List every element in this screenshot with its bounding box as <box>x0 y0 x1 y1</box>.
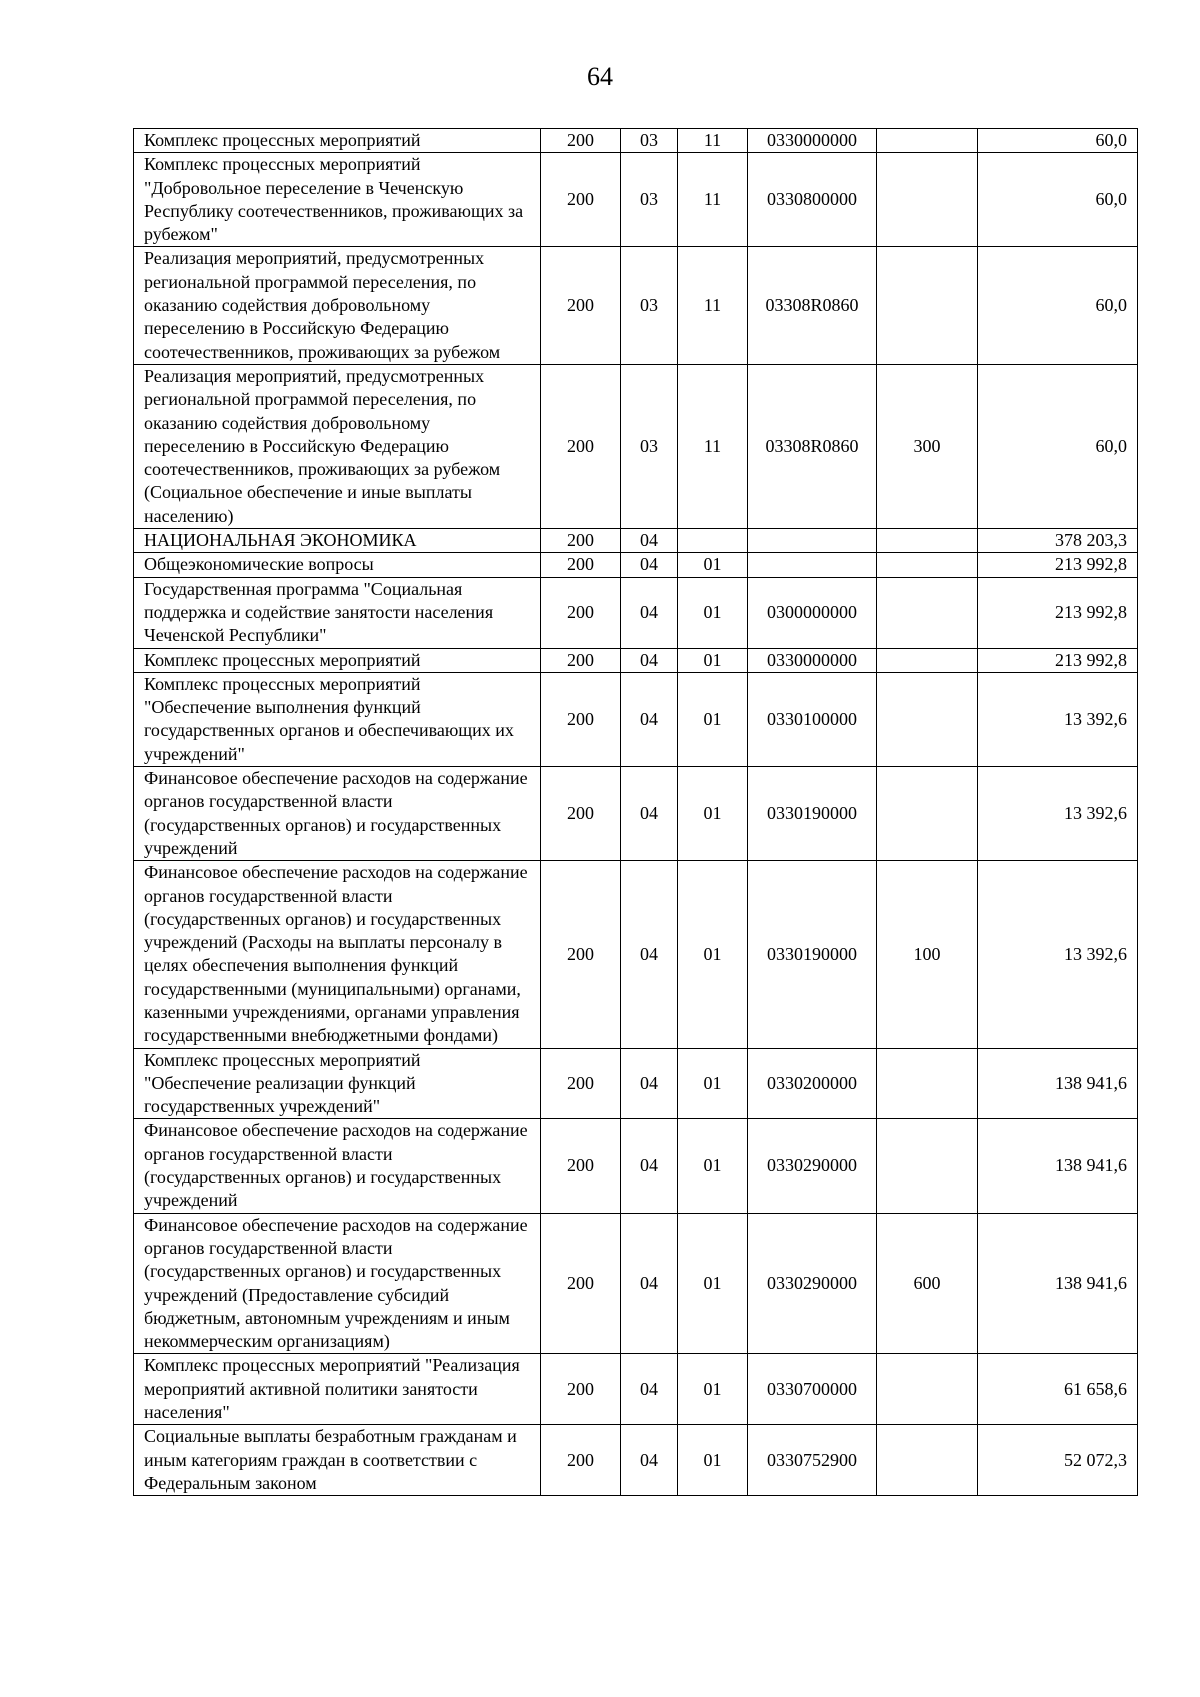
budget-table-body <box>134 129 1138 1496</box>
cell-subsection: 01 <box>678 553 748 577</box>
cell-target-article <box>748 553 877 577</box>
cell-grbs: 200 <box>541 1048 621 1119</box>
table-row <box>134 1119 1138 1213</box>
cell-subsection: 01 <box>678 577 748 648</box>
budget-table <box>133 128 1138 1496</box>
cell-expense-type: 100 <box>877 861 978 1048</box>
cell-name: Финансовое обеспечение расходов на содержание органов государственной власти (государственных органов) и государственных учреждений (Расходы на выплаты персоналу в целях обеспечения выполнения функций государственными (муниципальными) органами, казенными учреждениями, органами управления государственными внебюджетными фондами) <box>134 861 541 1048</box>
cell-expense-type <box>877 529 978 553</box>
table-row <box>134 153 1138 247</box>
cell-sum: 61 658,6 <box>978 1354 1138 1425</box>
table-row <box>134 767 1138 861</box>
cell-sum: 378 203,3 <box>978 529 1138 553</box>
cell-grbs: 200 <box>541 1119 621 1213</box>
cell-name: Общеэкономические вопросы <box>134 553 541 577</box>
cell-grbs: 200 <box>541 672 621 766</box>
cell-subsection: 11 <box>678 364 748 528</box>
cell-subsection: 01 <box>678 672 748 766</box>
cell-sum: 213 992,8 <box>978 648 1138 672</box>
cell-sum: 138 941,6 <box>978 1048 1138 1119</box>
cell-sum: 13 392,6 <box>978 861 1138 1048</box>
cell-sum: 213 992,8 <box>978 577 1138 648</box>
cell-section: 03 <box>621 364 678 528</box>
cell-sum: 60,0 <box>978 364 1138 528</box>
cell-target-article: 0330100000 <box>748 672 877 766</box>
cell-sum: 60,0 <box>978 247 1138 364</box>
table-row <box>134 129 1138 153</box>
table-row <box>134 1425 1138 1496</box>
cell-section: 04 <box>621 1048 678 1119</box>
cell-sum: 13 392,6 <box>978 767 1138 861</box>
cell-subsection: 01 <box>678 1048 748 1119</box>
cell-target-article: 0330200000 <box>748 1048 877 1119</box>
cell-section: 04 <box>621 648 678 672</box>
cell-target-article: 0330800000 <box>748 153 877 247</box>
cell-grbs: 200 <box>541 529 621 553</box>
cell-name: Социальные выплаты безработным гражданам и иным категориям граждан в соответствии с Федеральным законом <box>134 1425 541 1496</box>
table-row <box>134 364 1138 528</box>
cell-target-article: 0330752900 <box>748 1425 877 1496</box>
cell-target-article <box>748 529 877 553</box>
table-row <box>134 1213 1138 1354</box>
cell-name: Государственная программа "Социальная поддержка и содействие занятости населения Чеченской Республики" <box>134 577 541 648</box>
cell-section: 04 <box>621 1425 678 1496</box>
cell-expense-type <box>877 767 978 861</box>
cell-subsection: 01 <box>678 648 748 672</box>
cell-grbs: 200 <box>541 1425 621 1496</box>
cell-subsection: 01 <box>678 1213 748 1354</box>
cell-section: 04 <box>621 672 678 766</box>
cell-expense-type <box>877 553 978 577</box>
cell-expense-type: 300 <box>877 364 978 528</box>
cell-section: 04 <box>621 529 678 553</box>
cell-target-article: 0330000000 <box>748 129 877 153</box>
cell-name: Комплекс процессных мероприятий <box>134 129 541 153</box>
cell-grbs: 200 <box>541 1213 621 1354</box>
cell-name: Комплекс процессных мероприятий <box>134 648 541 672</box>
cell-section: 04 <box>621 553 678 577</box>
cell-expense-type <box>877 247 978 364</box>
cell-target-article: 03308R0860 <box>748 364 877 528</box>
cell-sum: 213 992,8 <box>978 553 1138 577</box>
cell-target-article: 03308R0860 <box>748 247 877 364</box>
cell-grbs: 200 <box>541 153 621 247</box>
page-number: 64 <box>587 62 613 91</box>
table-row <box>134 672 1138 766</box>
cell-name: Финансовое обеспечение расходов на содержание органов государственной власти (государственных органов) и государственных учреждений (Предоставление субсидий бюджетным, автономным учреждениям и иным некоммерческим организациям) <box>134 1213 541 1354</box>
table-row <box>134 247 1138 364</box>
cell-name: Реализация мероприятий, предусмотренных региональной программой переселения, по оказанию содействия добровольному переселению в Российскую Федерацию соотечественников, проживающих за рубежом (Социальное обеспечение и иные выплаты населению) <box>134 364 541 528</box>
cell-name: Комплекс процессных мероприятий "Обеспечение реализации функций государственных учреждений" <box>134 1048 541 1119</box>
cell-sum: 60,0 <box>978 153 1138 247</box>
cell-target-article: 0330000000 <box>748 648 877 672</box>
cell-section: 03 <box>621 247 678 364</box>
cell-target-article: 0330290000 <box>748 1213 877 1354</box>
cell-sum: 52 072,3 <box>978 1425 1138 1496</box>
cell-name: Комплекс процессных мероприятий "Добровольное переселение в Чеченскую Республику соотечественников, проживающих за рубежом" <box>134 153 541 247</box>
table-row <box>134 577 1138 648</box>
cell-section: 04 <box>621 1354 678 1425</box>
cell-grbs: 200 <box>541 247 621 364</box>
cell-expense-type <box>877 129 978 153</box>
cell-target-article: 0330190000 <box>748 767 877 861</box>
cell-expense-type <box>877 1354 978 1425</box>
cell-grbs: 200 <box>541 553 621 577</box>
cell-subsection: 01 <box>678 1425 748 1496</box>
cell-section: 04 <box>621 861 678 1048</box>
cell-subsection: 01 <box>678 861 748 1048</box>
cell-expense-type <box>877 648 978 672</box>
cell-expense-type <box>877 672 978 766</box>
table-row <box>134 1048 1138 1119</box>
cell-grbs: 200 <box>541 129 621 153</box>
cell-target-article: 0300000000 <box>748 577 877 648</box>
cell-grbs: 200 <box>541 767 621 861</box>
cell-name: Финансовое обеспечение расходов на содержание органов государственной власти (государственных органов) и государственных учреждений <box>134 1119 541 1213</box>
cell-section: 04 <box>621 1119 678 1213</box>
cell-section: 04 <box>621 1213 678 1354</box>
cell-expense-type <box>877 1425 978 1496</box>
cell-name: Комплекс процессных мероприятий "Обеспечение выполнения функций государственных органов и обеспечивающих их учреждений" <box>134 672 541 766</box>
cell-expense-type <box>877 1048 978 1119</box>
cell-name: Реализация мероприятий, предусмотренных региональной программой переселения, по оказанию содействия добровольному переселению в Российскую Федерацию соотечественников, проживающих за рубежом <box>134 247 541 364</box>
table-row <box>134 648 1138 672</box>
table-row <box>134 553 1138 577</box>
cell-subsection: 01 <box>678 767 748 861</box>
cell-target-article: 0330290000 <box>748 1119 877 1213</box>
cell-subsection: 01 <box>678 1354 748 1425</box>
cell-name: НАЦИОНАЛЬНАЯ ЭКОНОМИКА <box>134 529 541 553</box>
cell-target-article: 0330700000 <box>748 1354 877 1425</box>
cell-subsection: 01 <box>678 1119 748 1213</box>
cell-expense-type <box>877 1119 978 1213</box>
cell-target-article: 0330190000 <box>748 861 877 1048</box>
cell-section: 03 <box>621 153 678 247</box>
cell-name: Финансовое обеспечение расходов на содержание органов государственной власти (государственных органов) и государственных учреждений <box>134 767 541 861</box>
cell-sum: 13 392,6 <box>978 672 1138 766</box>
table-row <box>134 1354 1138 1425</box>
table-row <box>134 861 1138 1048</box>
cell-section: 04 <box>621 767 678 861</box>
cell-section: 03 <box>621 129 678 153</box>
cell-sum: 138 941,6 <box>978 1119 1138 1213</box>
cell-grbs: 200 <box>541 577 621 648</box>
cell-expense-type: 600 <box>877 1213 978 1354</box>
cell-subsection <box>678 529 748 553</box>
cell-section: 04 <box>621 577 678 648</box>
cell-subsection: 11 <box>678 247 748 364</box>
table-row <box>134 529 1138 553</box>
cell-name: Комплекс процессных мероприятий "Реализация мероприятий активной политики занятости населения" <box>134 1354 541 1425</box>
cell-grbs: 200 <box>541 861 621 1048</box>
cell-grbs: 200 <box>541 364 621 528</box>
cell-sum: 138 941,6 <box>978 1213 1138 1354</box>
cell-expense-type <box>877 577 978 648</box>
cell-sum: 60,0 <box>978 129 1138 153</box>
cell-expense-type <box>877 153 978 247</box>
cell-subsection: 11 <box>678 129 748 153</box>
cell-grbs: 200 <box>541 648 621 672</box>
cell-subsection: 11 <box>678 153 748 247</box>
cell-grbs: 200 <box>541 1354 621 1425</box>
